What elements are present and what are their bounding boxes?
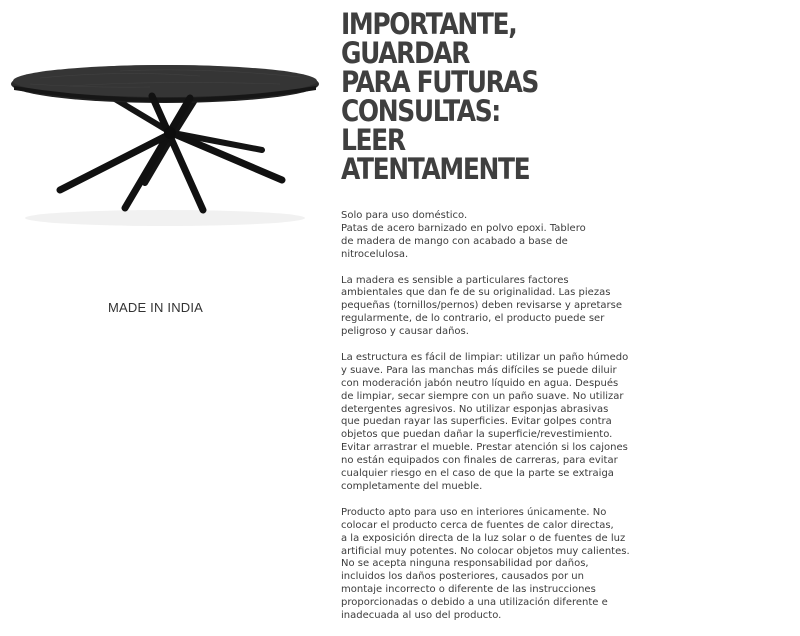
paragraph-usage bbox=[341, 210, 641, 262]
text-line: Evitar arrastrar el mueble. Prestar atención si los cajones bbox=[341, 442, 628, 454]
text-line: que puedan rayar las superficies. Evitar golpes contra bbox=[341, 416, 612, 428]
text-line: y suave. Para las manchas más difíciles se puede diluir bbox=[341, 364, 617, 376]
text-line: objetos que puedan dañar la superficie/revestimiento. bbox=[341, 429, 613, 441]
title-line: CONSULTAS: bbox=[341, 94, 500, 128]
instructions-text bbox=[341, 210, 641, 636]
text-line: cualquier riesgo en el caso de que la parte se extraiga bbox=[341, 468, 614, 480]
text-line: peligroso y causar daños. bbox=[341, 326, 469, 338]
text-line: La madera es sensible a particulares factores bbox=[341, 274, 569, 286]
paragraph-indoor-use bbox=[341, 507, 641, 623]
text-line: La estructura es fácil de limpiar: utilizar un paño húmedo bbox=[341, 351, 629, 363]
text-line: a la exposición directa de la luz solar o de fuentes de luz bbox=[341, 532, 626, 544]
text-line: pequeñas (tornillos/pernos) deben revisarse y apretarse bbox=[341, 300, 623, 312]
text-line: colocar el producto cerca de fuentes de calor directas, bbox=[341, 519, 614, 531]
title-line: GUARDAR bbox=[341, 36, 470, 70]
text-line: artificial muy potentes. No colocar objetos muy calientes. bbox=[341, 545, 630, 557]
title-line: ATENTAMENTE bbox=[341, 152, 530, 186]
made-in-label: MADE IN INDIA bbox=[108, 300, 204, 315]
text-line: inadecuada al uso del producto. bbox=[341, 610, 502, 622]
text-line: completamente del mueble. bbox=[341, 481, 483, 492]
text-line: regularmente, de lo contrario, el producto puede ser bbox=[341, 313, 605, 325]
text-line: de limpiar, secar siempre con un paño suave. No utilizar bbox=[341, 390, 624, 402]
text-line: Patas de acero barnizado en polvo epoxi. Tablero bbox=[341, 222, 586, 234]
text-line: detergentes agresivos. No utilizar esponjas abrasivas bbox=[341, 403, 609, 415]
text-line: Producto apto para uso en interiores únicamente. No bbox=[341, 506, 607, 518]
text-line: de madera de mango con acabado a base de bbox=[341, 235, 568, 247]
text-line: con moderación jabón neutro líquido en agua. Después bbox=[341, 377, 619, 389]
product-image bbox=[0, 40, 330, 230]
title-line: PARA FUTURAS bbox=[341, 65, 538, 99]
text-line: no están equipados con finales de carreras, para evitar bbox=[341, 455, 618, 467]
title-line: IMPORTANTE, bbox=[341, 7, 517, 41]
text-line: nitrocelulosa. bbox=[341, 248, 409, 260]
text-line: ambientales que dan fe de su originalidad. Las piezas bbox=[341, 287, 611, 299]
text-line: proporcionadas o debido a una utilización diferente e bbox=[341, 597, 608, 609]
paragraph-cleaning bbox=[341, 352, 641, 494]
paragraph-wood bbox=[341, 275, 641, 340]
text-line: incluidos los daños posteriores, causados por un bbox=[341, 571, 584, 583]
text-line: Solo para uso doméstico. bbox=[341, 210, 468, 221]
text-line: montaje incorrecto o diferente de las instrucciones bbox=[341, 584, 596, 596]
text-line: No se acepta ninguna responsabilidad por daños, bbox=[341, 558, 589, 570]
page-title bbox=[341, 7, 719, 186]
title-line: LEER bbox=[341, 123, 405, 157]
